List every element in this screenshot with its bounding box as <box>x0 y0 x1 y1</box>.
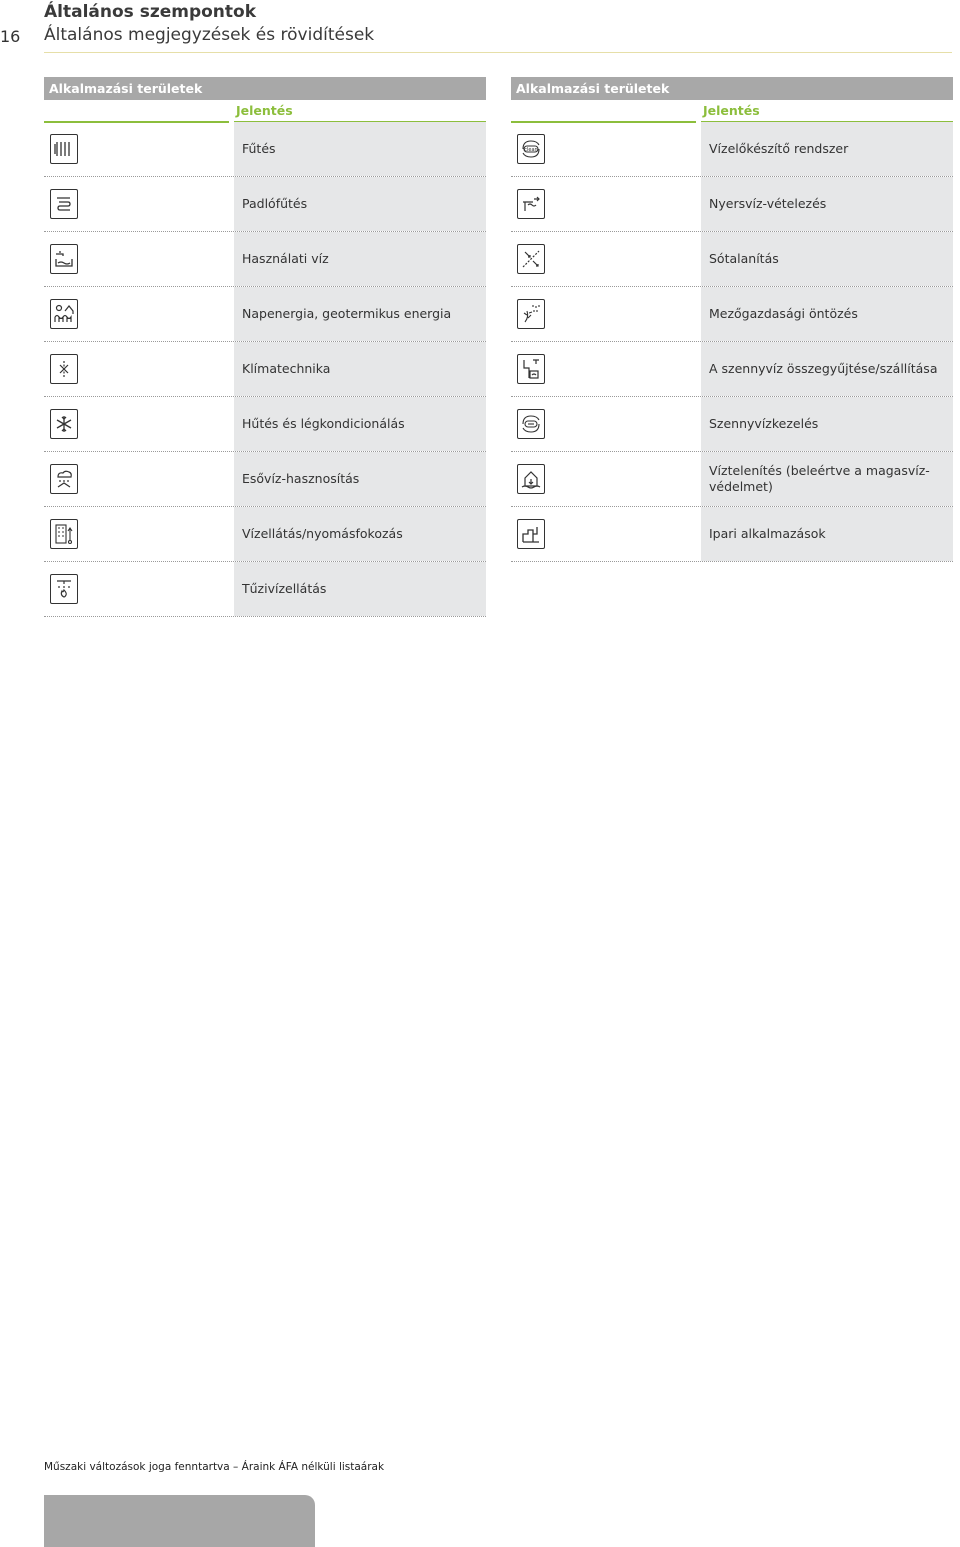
water-treatment-clean-icon <box>517 134 545 164</box>
row-description: Fűtés <box>234 122 486 176</box>
row-description: Mezőgazdasági öntözés <box>701 287 953 341</box>
right-application-table <box>511 77 953 562</box>
left-meaning-subheader <box>44 100 486 122</box>
page-number: 16 <box>0 27 21 46</box>
sewage-collection-icon <box>517 354 545 384</box>
left-meaning-label: Jelentés <box>236 103 293 118</box>
dewatering-icon <box>517 464 545 494</box>
row-description: Napenergia, geotermikus energia <box>234 287 486 341</box>
rainwater-icon <box>50 464 78 494</box>
table-row <box>44 452 486 507</box>
row-description: Klímatechnika <box>234 342 486 396</box>
table-row <box>511 452 953 507</box>
row-description: A szennyvíz összegyűjtése/szállítása <box>701 342 953 396</box>
footer-tab <box>44 1495 315 1547</box>
footer-note: Műszaki változások joga fenntartva – Áraink ÁFA nélküli listaárak <box>44 1461 385 1473</box>
right-table-header: Alkalmazási területek <box>511 77 953 100</box>
radiator-icon <box>50 134 78 164</box>
tap-water-icon <box>50 244 78 274</box>
table-row <box>44 287 486 342</box>
table-row <box>44 177 486 232</box>
table-row <box>44 507 486 562</box>
raw-water-intake-icon <box>517 189 545 219</box>
desalination-icon <box>517 244 545 274</box>
row-description: Vízelőkészítő rendszer <box>701 122 953 176</box>
fire-sprinkler-icon <box>50 574 78 604</box>
table-row <box>44 562 486 617</box>
table-row <box>511 177 953 232</box>
pressure-boost-icon <box>50 519 78 549</box>
industrial-icon <box>517 519 545 549</box>
solar-geothermal-icon <box>50 299 78 329</box>
left-table-header: Alkalmazási területek <box>44 77 486 100</box>
row-description: Víztelenítés (beleértve a magasvíz-védelmet) <box>701 452 953 506</box>
row-description: Padlófűtés <box>234 177 486 231</box>
table-row <box>44 232 486 287</box>
row-description: Ipari alkalmazások <box>701 507 953 561</box>
table-row <box>511 507 953 562</box>
table-row <box>44 122 486 177</box>
irrigation-icon <box>517 299 545 329</box>
row-description: Sótalanítás <box>701 232 953 286</box>
right-meaning-subheader <box>511 100 953 122</box>
row-description: Tűzivízellátás <box>234 562 486 616</box>
row-description: Használati víz <box>234 232 486 286</box>
row-description: Szennyvízkezelés <box>701 397 953 451</box>
left-application-table <box>44 77 486 617</box>
table-row <box>511 342 953 397</box>
row-description: Hűtés és légkondicionálás <box>234 397 486 451</box>
table-row <box>511 232 953 287</box>
svg-text:clean: clean <box>524 147 538 153</box>
climate-control-icon <box>50 354 78 384</box>
page-title: Általános szempontok <box>44 2 257 22</box>
table-row <box>511 122 953 177</box>
floor-heating-icon <box>50 189 78 219</box>
header-divider <box>44 52 952 53</box>
table-row <box>44 342 486 397</box>
right-meaning-label: Jelentés <box>703 103 760 118</box>
table-row <box>511 397 953 452</box>
snowflake-icon <box>50 409 78 439</box>
table-row <box>44 397 486 452</box>
row-description: Esővíz-hasznosítás <box>234 452 486 506</box>
wastewater-treatment-icon <box>517 409 545 439</box>
row-description: Nyersvíz-vételezés <box>701 177 953 231</box>
page-subtitle: Általános megjegyzések és rövidítések <box>44 25 375 45</box>
row-description: Vízellátás/nyomásfokozás <box>234 507 486 561</box>
table-row <box>511 287 953 342</box>
